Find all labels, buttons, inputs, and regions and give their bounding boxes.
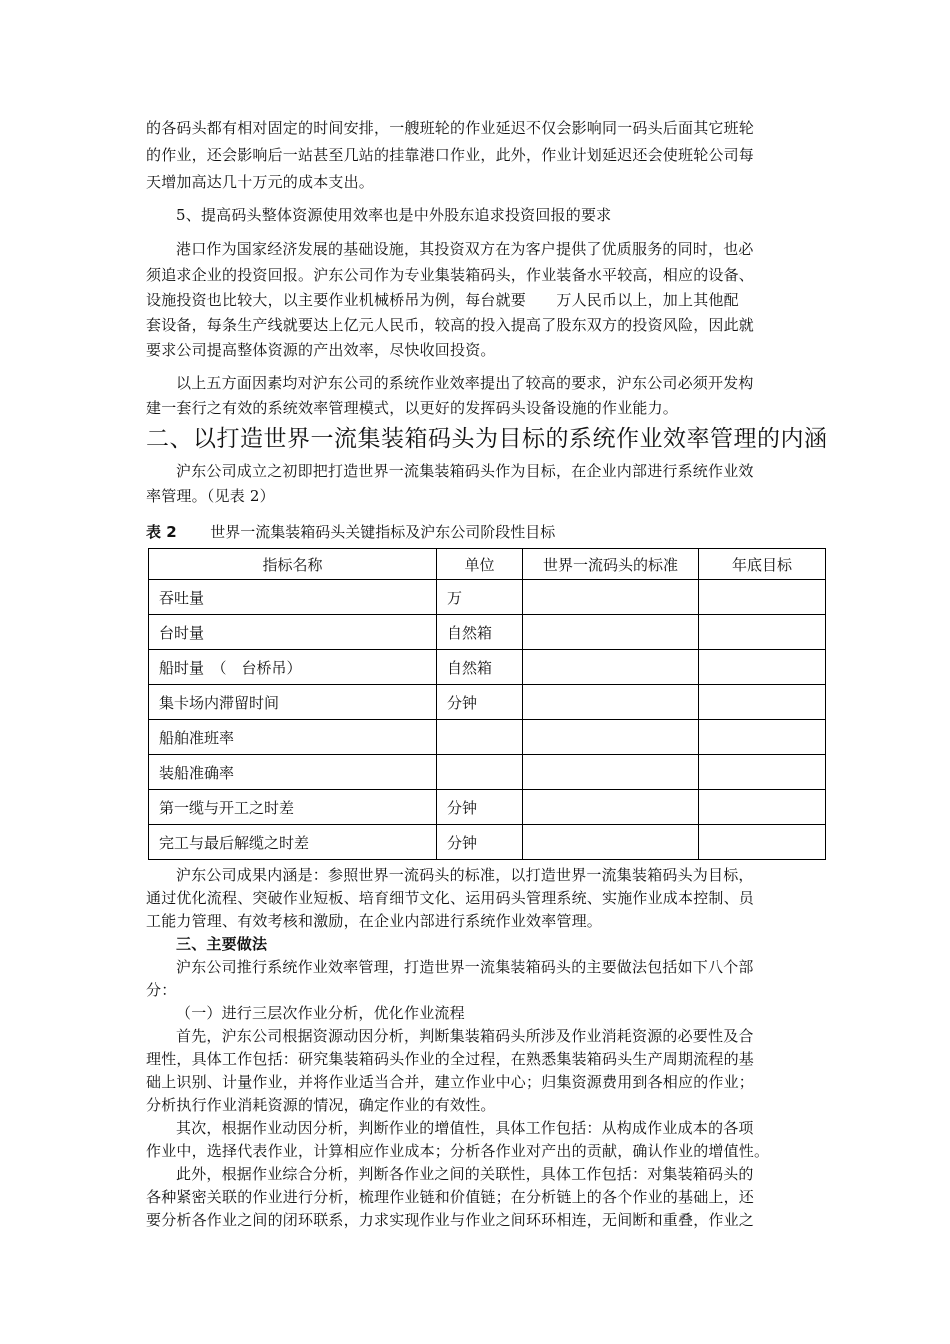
cell-standard: [523, 755, 699, 790]
cell-target: [699, 720, 826, 755]
paragraph-line: 套设备，每条生产线就要达上亿元人民币，较高的投入提高了股东双方的投资风险，因此就: [146, 316, 755, 334]
paragraph-line: 天增加高达几十万元的成本支出。: [146, 173, 375, 191]
cell-indicator: 吞吐量: [149, 580, 437, 615]
table-caption: [146, 521, 555, 542]
paragraph-line: 以上五方面因素均对沪东公司的系统作业效率提出了较高的要求，沪东公司必须开发构: [176, 374, 754, 392]
paragraph-line: 沪东公司成果内涵是：参照世界一流码头的标准，以打造世界一流集装箱码头为目标，: [176, 866, 754, 884]
cell-unit: [437, 720, 523, 755]
cell-unit: 分钟: [437, 790, 523, 825]
paragraph-line: 的各码头都有相对固定的时间安排，一艘班轮的作业延迟不仅会影响同一码头后面其它班轮: [146, 119, 755, 137]
cell-target: [699, 685, 826, 720]
cell-indicator: 台时量: [149, 615, 437, 650]
paragraph-line: 要分析各作业之间的闭环联系，力求实现作业与作业之间环环相连，无间断和重叠，作业之: [146, 1211, 755, 1229]
table-row: [149, 755, 826, 790]
paragraph-line: 各种紧密关联的作业进行分析，梳理作业链和价值链；在分析链上的各个作业的基础上，还: [146, 1188, 755, 1206]
cell-unit: 自然箱: [437, 650, 523, 685]
cell-target: [699, 825, 826, 860]
table-caption-title: 世界一流集装箱码头关键指标及沪东公司阶段性目标: [210, 523, 556, 541]
paragraph-line: 港口作为国家经济发展的基础设施，其投资双方在为客户提供了优质服务的同时，也必: [176, 240, 754, 258]
cell-standard: [523, 825, 699, 860]
paragraph-line: 工能力管理、有效考核和激励，在企业内部进行系统作业效率管理。: [146, 912, 603, 930]
section-3-heading: 三、主要做法: [176, 935, 268, 953]
paragraph-line: 须追求企业的投资回报。沪东公司作为专业集装箱码头，作业装备水平较高，相应的设备、: [146, 266, 755, 284]
paragraph-line: 础上识别、计量作业，并将作业适当合并，建立作业中心；归集资源费用到各相应的作业；: [146, 1073, 755, 1091]
table-row: [149, 685, 826, 720]
cell-indicator: 集卡场内滞留时间: [149, 685, 437, 720]
cell-indicator: 船舶准班率: [149, 720, 437, 755]
cell-standard: [523, 580, 699, 615]
header-indicator: 指标名称: [149, 549, 437, 580]
paragraph-line: 通过优化流程、突破作业短板、培育细节文化、运用码头管理系统、实施作业成本控制、员: [146, 889, 755, 907]
cell-unit: 万: [437, 580, 523, 615]
paragraph-line: 此外，根据作业综合分析，判断各作业之间的关联性，具体工作包括：对集装箱码头的: [176, 1165, 754, 1183]
table-row: [149, 825, 826, 860]
cell-standard: [523, 720, 699, 755]
cell-unit: 分钟: [437, 685, 523, 720]
cell-unit: 自然箱: [437, 615, 523, 650]
section-2-heading: 二、以打造世界一流集装箱码头为目标的系统作业效率管理的内涵: [146, 426, 828, 452]
cell-standard: [523, 650, 699, 685]
table-caption-label: 表 2: [146, 523, 177, 541]
cell-target: [699, 755, 826, 790]
cell-target: [699, 790, 826, 825]
cell-unit: 分钟: [437, 825, 523, 860]
header-unit: 单位: [437, 549, 523, 580]
paragraph-line: 理性，具体工作包括：研究集装箱码头作业的全过程，在熟悉集装箱码头生产周期流程的基: [146, 1050, 755, 1068]
cell-target: [699, 615, 826, 650]
paragraph-line: 首先，沪东公司根据资源动因分析，判断集装箱码头所涉及作业消耗资源的必要性及合: [176, 1027, 754, 1045]
cell-indicator: 船时量 （ 台桥吊）: [149, 650, 437, 685]
paragraph-line: 沪东公司成立之初即把打造世界一流集装箱码头作为目标，在企业内部进行系统作业效: [176, 462, 754, 480]
cell-unit: [437, 755, 523, 790]
paragraph-line: 分析执行作业消耗资源的情况，确定作业的有效性。: [146, 1096, 496, 1114]
subheading-5: 5、提高码头整体资源使用效率也是中外股东追求投资回报的要求: [176, 206, 612, 224]
paragraph-line: 的作业，还会影响后一站甚至几站的挂靠港口作业，此外，作业计划延迟还会使班轮公司每: [146, 146, 755, 164]
paragraph-line: 要求公司提高整体资源的产出效率，尽快收回投资。: [146, 341, 496, 359]
header-year-end-target: 年底目标: [699, 549, 826, 580]
subsection-1-heading: （一）进行三层次作业分析，优化作业流程: [176, 1004, 465, 1022]
paragraph-line: 率管理。（见表 2）: [146, 487, 275, 505]
table-header-row: [149, 549, 826, 580]
cell-standard: [523, 790, 699, 825]
paragraph-line: 沪东公司推行系统作业效率管理，打造世界一流集装箱码头的主要做法包括如下八个部: [176, 958, 754, 976]
paragraph-line: 作业中，选择代表作业，计算相应作业成本；分析各作业对产出的贡献，确认作业的增值性。: [146, 1142, 770, 1160]
cell-standard: [523, 615, 699, 650]
cell-target: [699, 650, 826, 685]
cell-indicator: 装船准确率: [149, 755, 437, 790]
table-row: [149, 650, 826, 685]
cell-indicator: 完工与最后解缆之时差: [149, 825, 437, 860]
table-row: [149, 720, 826, 755]
paragraph-line: 建一套行之有效的系统效率管理模式，以更好的发挥码头设备设施的作业能力。: [146, 399, 679, 417]
table-row: [149, 790, 826, 825]
cell-indicator: 第一缆与开工之时差: [149, 790, 437, 825]
paragraph-line: 其次，根据作业动因分析，判断作业的增值性，具体工作包括：从构成作业成本的各项: [176, 1119, 754, 1137]
paragraph-line: 设施投资也比较大，以主要作业机械桥吊为例，每台就要 万人民币以上，加上其他配: [146, 291, 739, 309]
header-world-standard: 世界一流码头的标准: [523, 549, 699, 580]
cell-standard: [523, 685, 699, 720]
paragraph-line: 分：: [146, 981, 177, 999]
kpi-table: [148, 548, 826, 860]
table-row: [149, 580, 826, 615]
table-row: [149, 615, 826, 650]
cell-target: [699, 580, 826, 615]
